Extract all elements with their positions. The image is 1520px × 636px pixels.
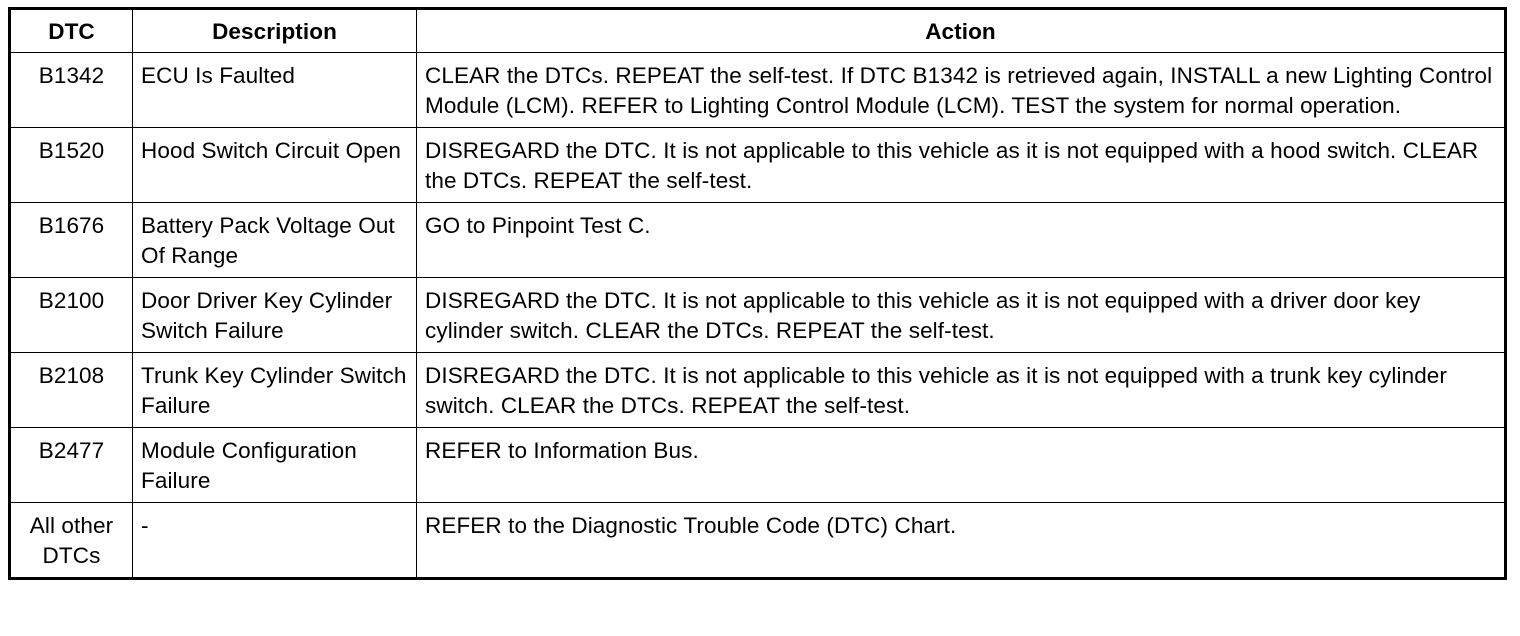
table-row	[10, 353, 1506, 428]
description-cell: Module Configuration Failure	[133, 428, 417, 503]
table-body	[10, 53, 1506, 579]
table-row	[10, 53, 1506, 128]
table-row	[10, 278, 1506, 353]
description-cell: Door Driver Key Cylinder Switch Failure	[133, 278, 417, 353]
dtc-code-cell: B2108	[10, 353, 133, 428]
header-dtc: DTC	[10, 9, 133, 53]
description-cell: -	[133, 503, 417, 579]
dtc-code-cell: B1342	[10, 53, 133, 128]
description-cell: Hood Switch Circuit Open	[133, 128, 417, 203]
table-row	[10, 128, 1506, 203]
dtc-code-cell: B2477	[10, 428, 133, 503]
header-description: Description	[133, 9, 417, 53]
dtc-code-cell: B2100	[10, 278, 133, 353]
table-row	[10, 428, 1506, 503]
action-cell: DISREGARD the DTC. It is not applicable to this vehicle as it is not equipped with a driver door key cylinder switch. CLEAR the DTCs. REPEAT the self-test.	[417, 278, 1506, 353]
table-header	[10, 9, 1506, 53]
action-cell: DISREGARD the DTC. It is not applicable to this vehicle as it is not equipped with a trunk key cylinder switch. CLEAR the DTCs. REPEAT the self-test.	[417, 353, 1506, 428]
dtc-code-cell: B1520	[10, 128, 133, 203]
dtc-code-cell: B1676	[10, 203, 133, 278]
table-row	[10, 503, 1506, 579]
table-row	[10, 203, 1506, 278]
description-cell: Trunk Key Cylinder Switch Failure	[133, 353, 417, 428]
dtc-code-cell: All other DTCs	[10, 503, 133, 579]
action-cell: REFER to the Diagnostic Trouble Code (DTC) Chart.	[417, 503, 1506, 579]
action-cell: DISREGARD the DTC. It is not applicable to this vehicle as it is not equipped with a hood switch. CLEAR the DTCs. REPEAT the self-test.	[417, 128, 1506, 203]
dtc-table	[8, 7, 1507, 580]
header-action: Action	[417, 9, 1506, 53]
action-cell: REFER to Information Bus.	[417, 428, 1506, 503]
action-cell: GO to Pinpoint Test C.	[417, 203, 1506, 278]
header-row	[10, 9, 1506, 53]
action-cell: CLEAR the DTCs. REPEAT the self-test. If DTC B1342 is retrieved again, INSTALL a new Lighting Control Module (LCM). REFER to Lighting Control Module (LCM). TEST the system for normal operation.	[417, 53, 1506, 128]
description-cell: ECU Is Faulted	[133, 53, 417, 128]
description-cell: Battery Pack Voltage Out Of Range	[133, 203, 417, 278]
